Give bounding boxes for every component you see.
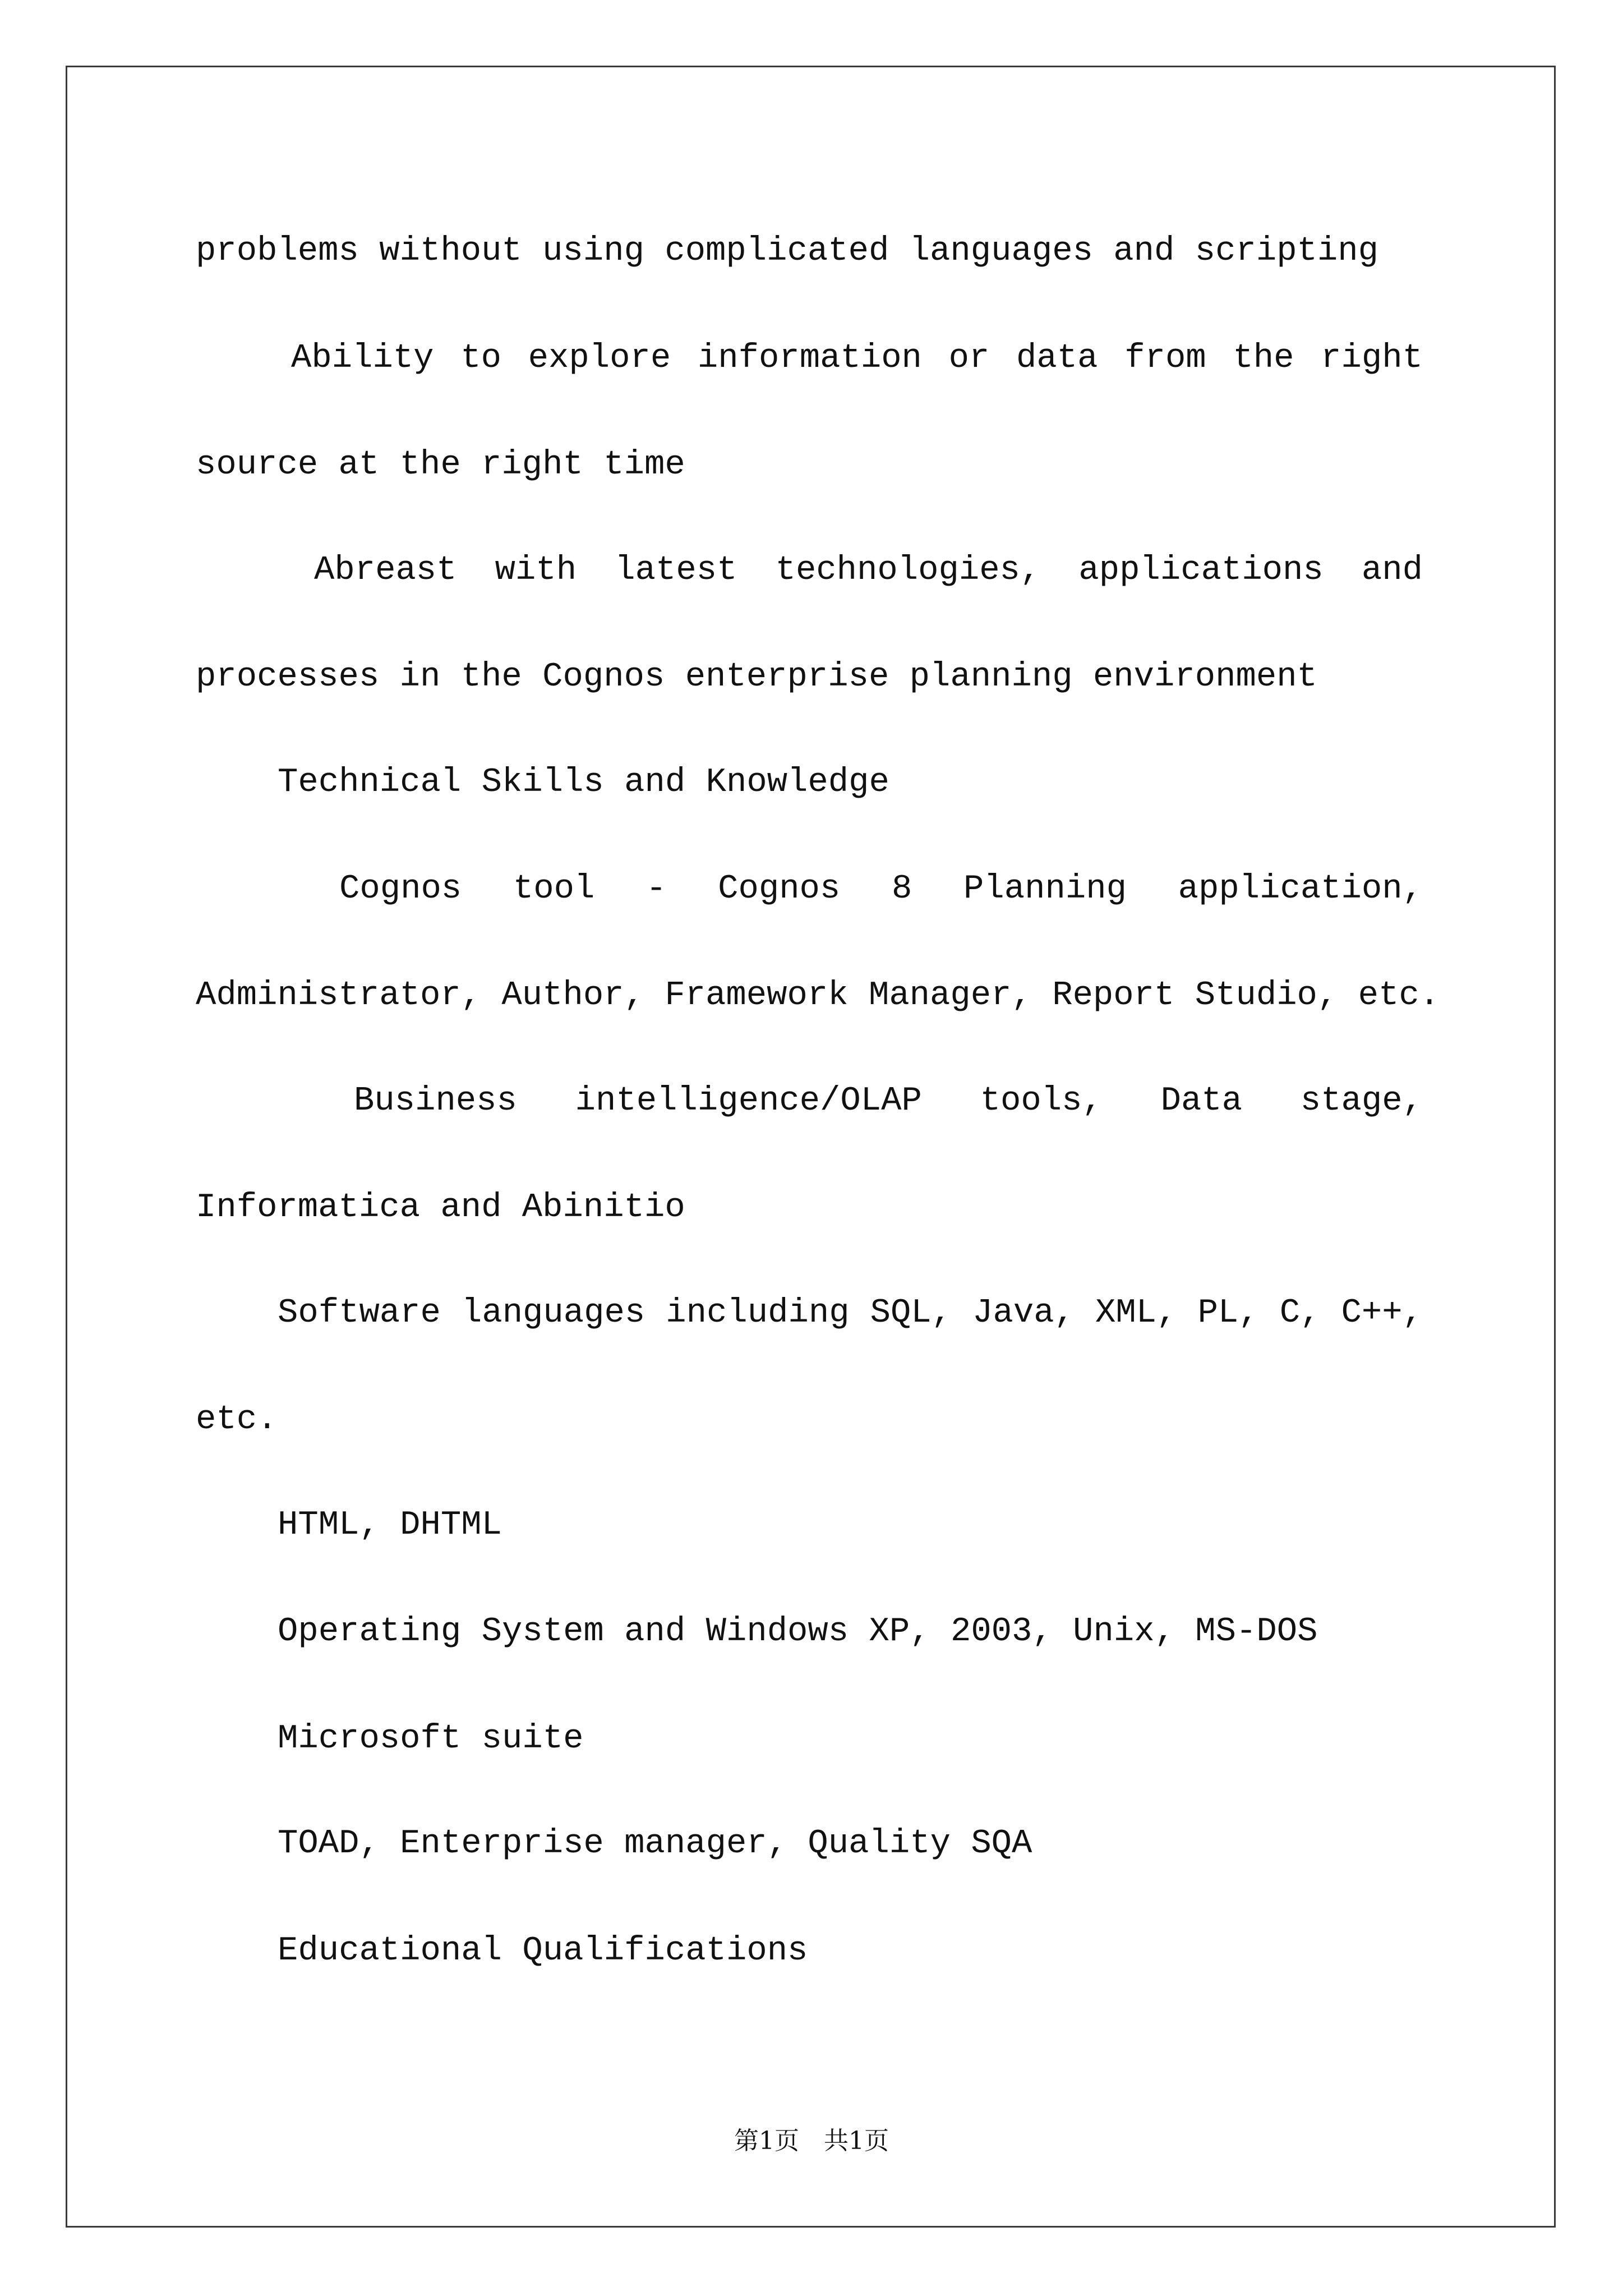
body-line: Microsoft suite: [278, 1720, 584, 1758]
body-line: Administrator, Author, Framework Manager, Report Studio, etc.: [196, 977, 1440, 1015]
body-line: etc.: [196, 1401, 278, 1439]
body-line: Cognos tool - Cognos 8 Planning application,: [339, 870, 1423, 908]
body-line: Business intelligence/OLAP tools, Data stage,: [354, 1082, 1423, 1120]
body-line: Operating System and Windows XP, 2003, Unix, MS-DOS: [278, 1613, 1318, 1651]
body-line: Informatica and Abinitio: [196, 1189, 685, 1227]
body-line: Abreast with latest technologies, applications and: [314, 551, 1423, 590]
body-line: Ability to explore information or data from the right: [291, 339, 1423, 378]
body-line: TOAD, Enterprise manager, Quality SQA: [278, 1825, 1032, 1863]
page-border: [66, 66, 1556, 2228]
section-heading-educational-qualifications: Educational Qualifications: [278, 1932, 808, 1970]
page-number-footer: 第1页 共1页: [734, 2127, 889, 2155]
body-line: Software languages including SQL, Java, XML, PL, C, C++,: [278, 1294, 1423, 1332]
body-line: processes in the Cognos enterprise planning environment: [196, 658, 1317, 696]
body-line: HTML, DHTML: [278, 1506, 502, 1544]
section-heading-technical-skills: Technical Skills and Knowledge: [278, 763, 889, 802]
body-line: problems without using complicated languages and scripting: [196, 232, 1379, 270]
body-line: source at the right time: [196, 446, 685, 484]
